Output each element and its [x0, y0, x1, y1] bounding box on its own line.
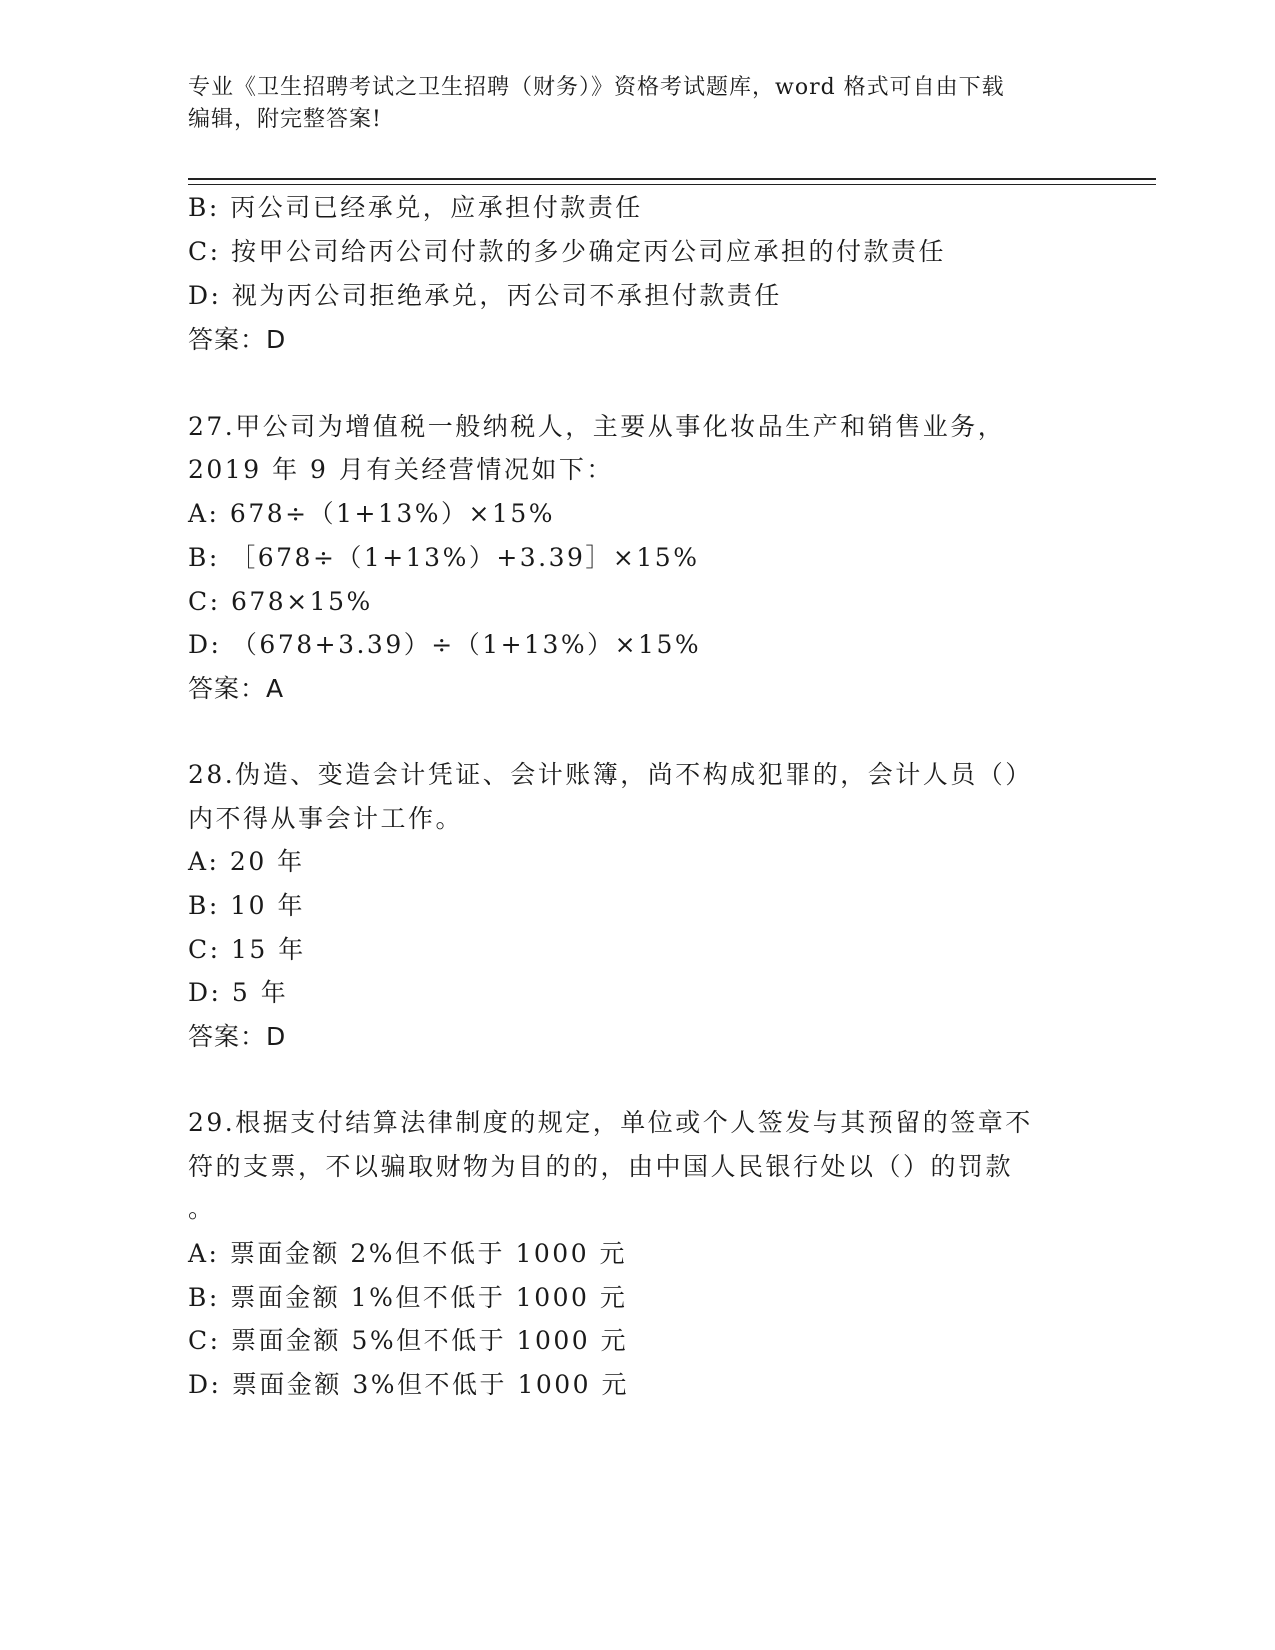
header-line-2: 编辑，附完整答案!: [188, 107, 382, 132]
document-header: [188, 72, 1078, 136]
q27-stem-line-1: 27.甲公司为增值税一般纳税人，主要从事化妆品生产和销售业务，: [188, 412, 1006, 441]
q28-option-b: B: 10 年: [188, 891, 305, 920]
q29-stem-line-3: 。: [188, 1194, 216, 1223]
q29-stem-line-1: 29.根据支付结算法律制度的规定，单位或个人签发与其预留的签章不: [188, 1108, 1033, 1137]
q29-stem-line-2: 符的支票，不以骗取财物为目的的，由中国人民银行处以（）的罚款: [188, 1152, 1014, 1181]
q27-stem-line-2: 2019 年 9 月有关经营情况如下：: [188, 455, 614, 484]
q29-option-b: B: 票面金额 1%但不低于 1000 元: [188, 1283, 628, 1312]
prev-option-d: D: 视为丙公司拒绝承兑，丙公司不承担付款责任: [188, 281, 782, 310]
q28-option-c: C: 15 年: [188, 935, 306, 964]
q28-option-a: A: 20 年: [188, 847, 305, 876]
q28-stem-line-2: 内不得从事会计工作。: [188, 804, 464, 833]
prev-answer: 答案：D: [188, 325, 287, 354]
q28-answer: 答案：D: [188, 1022, 287, 1051]
prev-option-c: C: 按甲公司给丙公司付款的多少确定丙公司应承担的付款责任: [188, 237, 947, 266]
q28-stem-line-1: 28.伪造、变造会计凭证、会计账簿，尚不构成犯罪的，会计人员（）: [188, 760, 1033, 789]
q27-option-d: D: （678+3.39）÷（1+13%）×15%: [188, 630, 702, 659]
header-line-1: 专业《卫生招聘考试之卫生招聘（财务）》资格考试题库，word 格式可自由下载: [188, 75, 1005, 100]
q27-option-a: A: 678÷（1+13%）×15%: [188, 499, 556, 528]
prev-option-b: B: 丙公司已经承兑，应承担付款责任: [188, 193, 643, 222]
q29-option-d: D: 票面金额 3%但不低于 1000 元: [188, 1370, 630, 1399]
q27-option-b: B: ［678÷（1+13%）+3.39］×15%: [188, 543, 700, 572]
q29-option-c: C: 票面金额 5%但不低于 1000 元: [188, 1326, 629, 1355]
q28-option-d: D: 5 年: [188, 978, 289, 1007]
q27-answer: 答案：A: [188, 674, 285, 703]
header-rule-thick: [188, 178, 1156, 180]
q27-option-c: C: 678×15%: [188, 587, 373, 616]
q29-option-a: A: 票面金额 2%但不低于 1000 元: [188, 1239, 628, 1268]
header-rule-thin: [188, 184, 1156, 185]
